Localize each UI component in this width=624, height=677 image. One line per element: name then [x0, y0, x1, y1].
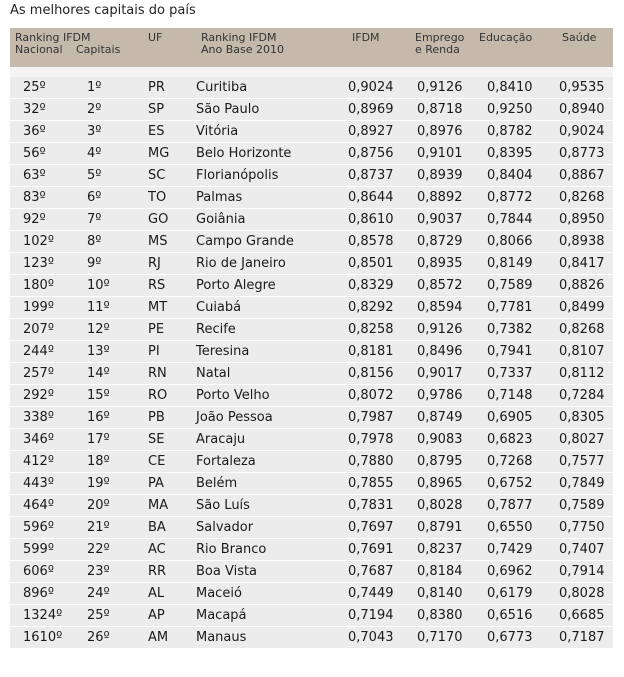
emprego-renda-value: 0,9101 — [417, 146, 463, 161]
capital-name: Belo Horizonte — [196, 146, 292, 161]
uf: AL — [148, 586, 165, 601]
table-row — [10, 605, 613, 627]
uf: PA — [148, 476, 164, 491]
capital-name: Maceió — [196, 586, 242, 601]
uf: ES — [148, 124, 165, 139]
table-row — [10, 561, 613, 583]
emprego-renda-value: 0,9017 — [417, 366, 463, 381]
ifdm-value: 0,7691 — [348, 542, 394, 557]
emprego-renda-value: 0,8976 — [417, 124, 463, 139]
capital-name: Curitiba — [196, 80, 248, 95]
saude-value: 0,8028 — [559, 586, 605, 601]
educacao-value: 0,8410 — [487, 80, 533, 95]
educacao-value: 0,6962 — [487, 564, 533, 579]
ranking-nacional: 244º — [23, 344, 54, 359]
ifdm-value: 0,8756 — [348, 146, 394, 161]
ifdm-value: 0,7831 — [348, 498, 394, 513]
table-row — [10, 121, 613, 143]
ranking-nacional: 32º — [23, 102, 46, 117]
header-educacao: Educação — [479, 31, 533, 44]
table-row — [10, 583, 613, 605]
table-row — [10, 165, 613, 187]
ranking-capitais: 17º — [87, 432, 110, 447]
educacao-value: 0,7148 — [487, 388, 533, 403]
emprego-renda-value: 0,8718 — [417, 102, 463, 117]
uf: PI — [148, 344, 160, 359]
ifdm-value: 0,9024 — [348, 80, 394, 95]
ifdm-value: 0,8156 — [348, 366, 394, 381]
table-row — [10, 407, 613, 429]
ranking-capitais: 6º — [87, 190, 102, 205]
ifdm-value: 0,8578 — [348, 234, 394, 249]
table-row — [10, 231, 613, 253]
capital-name: São Luís — [196, 498, 250, 513]
saude-value: 0,8268 — [559, 190, 605, 205]
emprego-renda-value: 0,8729 — [417, 234, 463, 249]
capital-name: Campo Grande — [196, 234, 294, 249]
ranking-capitais: 10º — [87, 278, 110, 293]
emprego-renda-value: 0,8572 — [417, 278, 463, 293]
saude-value: 0,8027 — [559, 432, 605, 447]
table-row — [10, 253, 613, 275]
emprego-renda-value: 0,8237 — [417, 542, 463, 557]
capital-name: Cuiabá — [196, 300, 242, 315]
ranking-capitais: 4º — [87, 146, 102, 161]
educacao-value: 0,8149 — [487, 256, 533, 271]
saude-value: 0,8867 — [559, 168, 605, 183]
capital-name: Fortaleza — [196, 454, 256, 469]
capital-name: Goiânia — [196, 212, 246, 227]
ranking-capitais: 25º — [87, 608, 110, 623]
table-row — [10, 187, 613, 209]
ranking-capitais: 20º — [87, 498, 110, 513]
table-row — [10, 341, 613, 363]
educacao-value: 0,7337 — [487, 366, 533, 381]
ranking-nacional: 443º — [23, 476, 54, 491]
ifdm-value: 0,7687 — [348, 564, 394, 579]
uf: AP — [148, 608, 165, 623]
header-nacional: Nacional — [15, 43, 63, 56]
emprego-renda-value: 0,9037 — [417, 212, 463, 227]
emprego-renda-value: 0,8965 — [417, 476, 463, 491]
emprego-renda-value: 0,9126 — [417, 322, 463, 337]
ranking-nacional: 596º — [23, 520, 54, 535]
ranking-nacional: 83º — [23, 190, 46, 205]
table-row — [10, 517, 613, 539]
ranking-nacional: 606º — [23, 564, 54, 579]
emprego-renda-value: 0,8140 — [417, 586, 463, 601]
ifdm-value: 0,7697 — [348, 520, 394, 535]
saude-value: 0,7750 — [559, 520, 605, 535]
uf: BA — [148, 520, 166, 535]
educacao-value: 0,9250 — [487, 102, 533, 117]
educacao-value: 0,8782 — [487, 124, 533, 139]
saude-value: 0,9024 — [559, 124, 605, 139]
educacao-value: 0,7589 — [487, 278, 533, 293]
emprego-renda-value: 0,9126 — [417, 80, 463, 95]
ranking-nacional: 257º — [23, 366, 54, 381]
header-ranking-ifdm-label: Ranking IFDM — [15, 31, 91, 44]
ranking-nacional: 199º — [23, 300, 54, 315]
ranking-capitais: 12º — [87, 322, 110, 337]
emprego-renda-value: 0,9083 — [417, 432, 463, 447]
ifdm-value: 0,7855 — [348, 476, 394, 491]
table-row — [10, 143, 613, 165]
ranking-nacional: 464º — [23, 498, 54, 513]
educacao-value: 0,7781 — [487, 300, 533, 315]
ranking-capitais: 13º — [87, 344, 110, 359]
saude-value: 0,6685 — [559, 608, 605, 623]
ranking-capitais: 21º — [87, 520, 110, 535]
capital-name: Teresina — [196, 344, 250, 359]
educacao-value: 0,6752 — [487, 476, 533, 491]
educacao-value: 0,6550 — [487, 520, 533, 535]
educacao-value: 0,7382 — [487, 322, 533, 337]
capital-name: Porto Velho — [196, 388, 270, 403]
ifdm-value: 0,8329 — [348, 278, 394, 293]
table-row — [10, 429, 613, 451]
uf: AM — [148, 630, 169, 645]
emprego-renda-value: 0,8184 — [417, 564, 463, 579]
ifdm-value: 0,8072 — [348, 388, 394, 403]
uf: PE — [148, 322, 165, 337]
table-row — [10, 319, 613, 341]
uf: MG — [148, 146, 170, 161]
emprego-renda-value: 0,9786 — [417, 388, 463, 403]
saude-value: 0,7187 — [559, 630, 605, 645]
table-row — [10, 77, 613, 99]
emprego-renda-value: 0,8594 — [417, 300, 463, 315]
saude-value: 0,7914 — [559, 564, 605, 579]
ranking-nacional: 346º — [23, 432, 54, 447]
saude-value: 0,8940 — [559, 102, 605, 117]
ranking-nacional: 123º — [23, 256, 54, 271]
ranking-capitais: 14º — [87, 366, 110, 381]
emprego-renda-value: 0,8028 — [417, 498, 463, 513]
table-row — [10, 363, 613, 385]
capital-name: João Pessoa — [196, 410, 273, 425]
educacao-value: 0,7429 — [487, 542, 533, 557]
ranking-nacional: 1610º — [23, 630, 63, 645]
emprego-renda-value: 0,8496 — [417, 344, 463, 359]
ranking-nacional: 25º — [23, 80, 46, 95]
educacao-value: 0,7268 — [487, 454, 533, 469]
uf: RO — [148, 388, 168, 403]
table-row — [10, 99, 613, 121]
ranking-capitais: 19º — [87, 476, 110, 491]
educacao-value: 0,6516 — [487, 608, 533, 623]
header-uf: UF — [148, 31, 163, 44]
ranking-nacional: 896º — [23, 586, 54, 601]
emprego-renda-value: 0,8935 — [417, 256, 463, 271]
ranking-nacional: 412º — [23, 454, 54, 469]
ranking-nacional: 338º — [23, 410, 54, 425]
capital-name: Palmas — [196, 190, 243, 205]
header-emprego-line2: e Renda — [415, 43, 460, 56]
uf: RJ — [148, 256, 161, 271]
header-ranking-base-line1: Ranking IFDM — [201, 31, 277, 44]
educacao-value: 0,8772 — [487, 190, 533, 205]
capital-name: Boa Vista — [196, 564, 258, 579]
uf: SE — [148, 432, 165, 447]
saude-value: 0,7589 — [559, 498, 605, 513]
uf: MT — [148, 300, 168, 315]
capital-name: Recife — [196, 322, 236, 337]
educacao-value: 0,6773 — [487, 630, 533, 645]
ranking-table — [10, 28, 613, 646]
ranking-capitais: 11º — [87, 300, 110, 315]
uf: SC — [148, 168, 166, 183]
educacao-value: 0,6823 — [487, 432, 533, 447]
ranking-capitais: 1º — [87, 80, 102, 95]
page-title: As melhores capitais do país — [10, 3, 196, 18]
uf: RR — [148, 564, 167, 579]
uf: TO — [148, 190, 167, 205]
ranking-nacional: 207º — [23, 322, 54, 337]
educacao-value: 0,7941 — [487, 344, 533, 359]
capital-name: Natal — [196, 366, 231, 381]
ranking-nacional: 292º — [23, 388, 54, 403]
uf: CE — [148, 454, 166, 469]
capital-name: São Paulo — [196, 102, 260, 117]
header-emprego-renda — [415, 32, 464, 56]
uf: MS — [148, 234, 168, 249]
table-row — [10, 495, 613, 517]
saude-value: 0,8417 — [559, 256, 605, 271]
ranking-capitais: 15º — [87, 388, 110, 403]
header-emprego-line1: Emprego — [415, 31, 465, 44]
ranking-nacional: 599º — [23, 542, 54, 557]
ranking-capitais: 18º — [87, 454, 110, 469]
header-spacer — [10, 67, 613, 77]
ifdm-value: 0,8258 — [348, 322, 394, 337]
table-row — [10, 297, 613, 319]
saude-value: 0,8107 — [559, 344, 605, 359]
table-row — [10, 209, 613, 231]
ifdm-value: 0,7043 — [348, 630, 394, 645]
table-row — [10, 275, 613, 297]
ranking-capitais: 26º — [87, 630, 110, 645]
emprego-renda-value: 0,8892 — [417, 190, 463, 205]
table-row — [10, 385, 613, 407]
uf: GO — [148, 212, 169, 227]
ranking-nacional: 36º — [23, 124, 46, 139]
educacao-value: 0,6179 — [487, 586, 533, 601]
ifdm-value: 0,8737 — [348, 168, 394, 183]
ranking-capitais: 24º — [87, 586, 110, 601]
ifdm-value: 0,8644 — [348, 190, 394, 205]
ifdm-value: 0,7194 — [348, 608, 394, 623]
ifdm-value: 0,8181 — [348, 344, 394, 359]
capital-name: Macapá — [196, 608, 247, 623]
ranking-nacional: 92º — [23, 212, 46, 227]
ifdm-value: 0,7449 — [348, 586, 394, 601]
emprego-renda-value: 0,7170 — [417, 630, 463, 645]
saude-value: 0,7284 — [559, 388, 605, 403]
ranking-capitais: 16º — [87, 410, 110, 425]
educacao-value: 0,8404 — [487, 168, 533, 183]
ifdm-value: 0,7978 — [348, 432, 394, 447]
ranking-capitais: 5º — [87, 168, 102, 183]
capital-name: Aracaju — [196, 432, 246, 447]
ifdm-value: 0,8292 — [348, 300, 394, 315]
uf: PR — [148, 80, 165, 95]
saude-value: 0,7577 — [559, 454, 605, 469]
ifdm-value: 0,8969 — [348, 102, 394, 117]
header-capitais: Capitais — [76, 43, 121, 56]
ifdm-value: 0,8927 — [348, 124, 394, 139]
ranking-capitais: 3º — [87, 124, 102, 139]
ifdm-value: 0,7987 — [348, 410, 394, 425]
capital-name: Manaus — [196, 630, 247, 645]
ifdm-value: 0,7880 — [348, 454, 394, 469]
table-header — [10, 28, 613, 67]
ranking-capitais: 9º — [87, 256, 102, 271]
ranking-capitais: 22º — [87, 542, 110, 557]
saude-value: 0,7849 — [559, 476, 605, 491]
emprego-renda-value: 0,8380 — [417, 608, 463, 623]
table-row — [10, 451, 613, 473]
saude-value: 0,8499 — [559, 300, 605, 315]
saude-value: 0,9535 — [559, 80, 605, 95]
capital-name: Salvador — [196, 520, 254, 535]
educacao-value: 0,7844 — [487, 212, 533, 227]
educacao-value: 0,8395 — [487, 146, 533, 161]
ranking-capitais: 23º — [87, 564, 110, 579]
saude-value: 0,8773 — [559, 146, 605, 161]
uf: RN — [148, 366, 167, 381]
table-row — [10, 473, 613, 495]
ranking-capitais: 2º — [87, 102, 102, 117]
ranking-nacional: 180º — [23, 278, 54, 293]
capital-name: Porto Alegre — [196, 278, 276, 293]
capital-name: Vitória — [196, 124, 239, 139]
ifdm-value: 0,8610 — [348, 212, 394, 227]
saude-value: 0,8112 — [559, 366, 605, 381]
emprego-renda-value: 0,8939 — [417, 168, 463, 183]
saude-value: 0,8938 — [559, 234, 605, 249]
capital-name: Rio de Janeiro — [196, 256, 286, 271]
table-row — [10, 539, 613, 561]
ranking-capitais: 7º — [87, 212, 102, 227]
saude-value: 0,8268 — [559, 322, 605, 337]
emprego-renda-value: 0,8749 — [417, 410, 463, 425]
uf: MA — [148, 498, 169, 513]
capital-name: Florianópolis — [196, 168, 279, 183]
uf: AC — [148, 542, 166, 557]
ranking-nacional: 1324º — [23, 608, 63, 623]
saude-value: 0,7407 — [559, 542, 605, 557]
ranking-capitais: 8º — [87, 234, 102, 249]
uf: RS — [148, 278, 166, 293]
capital-name: Rio Branco — [196, 542, 267, 557]
table-body — [10, 77, 613, 649]
saude-value: 0,8950 — [559, 212, 605, 227]
ranking-nacional: 102º — [23, 234, 54, 249]
emprego-renda-value: 0,8791 — [417, 520, 463, 535]
educacao-value: 0,8066 — [487, 234, 533, 249]
header-saude: Saúde — [562, 31, 597, 44]
emprego-renda-value: 0,8795 — [417, 454, 463, 469]
capital-name: Belém — [196, 476, 238, 491]
educacao-value: 0,6905 — [487, 410, 533, 425]
ranking-nacional: 56º — [23, 146, 46, 161]
uf: PB — [148, 410, 165, 425]
ranking-nacional: 63º — [23, 168, 46, 183]
table-row — [10, 627, 613, 649]
header-ranking-base — [201, 32, 284, 56]
saude-value: 0,8826 — [559, 278, 605, 293]
saude-value: 0,8305 — [559, 410, 605, 425]
uf: SP — [148, 102, 165, 117]
header-ifdm: IFDM — [352, 31, 380, 44]
ifdm-value: 0,8501 — [348, 256, 394, 271]
educacao-value: 0,7877 — [487, 498, 533, 513]
header-ranking-base-line2: Ano Base 2010 — [201, 43, 284, 56]
